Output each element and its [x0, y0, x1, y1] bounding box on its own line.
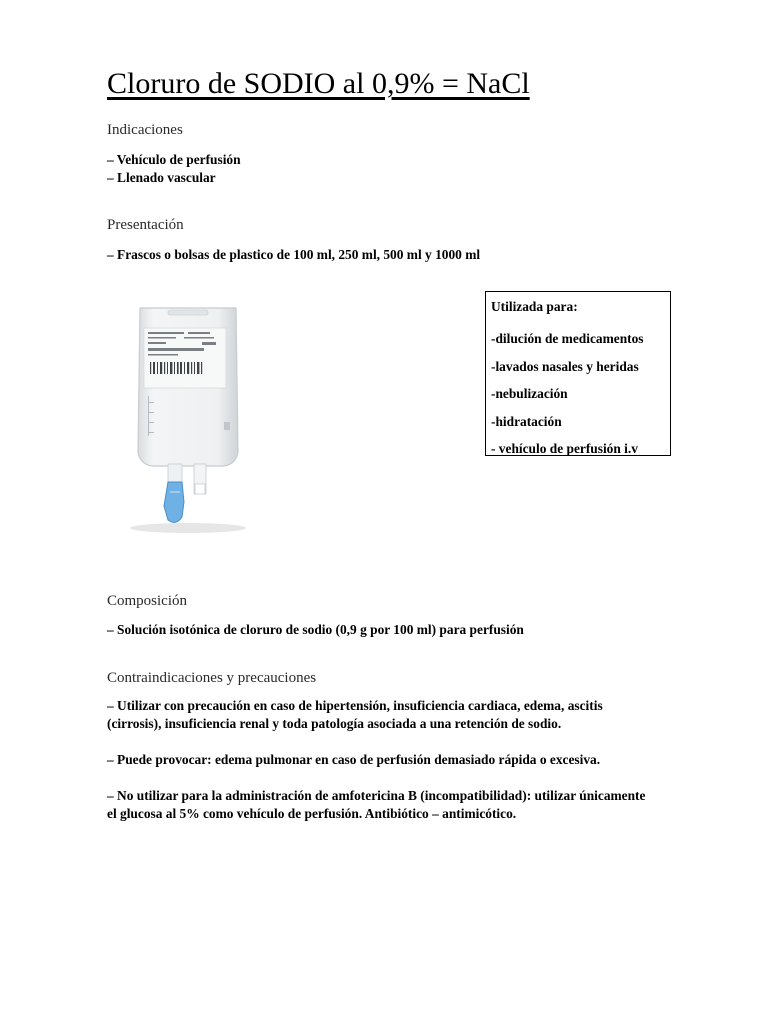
- composicion-item: – Solución isotónica de cloruro de sodio (0,9 g por 100 ml) para perfusión: [107, 622, 524, 637]
- utilizada-para-item: -hidratación: [491, 413, 562, 429]
- presentacion-item: – Frascos o bolsas de plastico de 100 ml, 250 ml, 500 ml y 1000 ml: [107, 247, 481, 262]
- indicaciones-item: – Llenado vascular: [107, 170, 216, 185]
- utilizada-para-title: Utilizada para:: [491, 299, 578, 314]
- utilizada-para-item: -lavados nasales y heridas: [491, 358, 639, 374]
- contraindicaciones-paragraph: – Utilizar con precaución en caso de hipertensión, insuficiencia cardiaca, edema, ascitis (cirrosis), insuficiencia renal y toda patología asociada a una retención de sodio.: [107, 698, 603, 731]
- contraindicaciones-paragraph: – No utilizar para la administración de amfotericina B (incompatibilidad): utilizar únicamente el glucosa al 5% como vehículo de perfusión. Antibiótico – antimicótico.: [107, 788, 646, 821]
- utilizada-para-item: - vehículo de perfusión i.v: [491, 441, 638, 456]
- iv-bag-image: [128, 302, 248, 537]
- utilizada-para-item: -nebulización: [491, 386, 568, 401]
- contraindicaciones-heading: Contraindicaciones y precauciones: [107, 670, 317, 686]
- utilizada-para-box: [485, 291, 671, 456]
- utilizada-para-item: -dilución de medicamentos: [491, 331, 644, 346]
- composicion-heading: Composición: [107, 593, 188, 609]
- presentacion-heading: Presentación: [107, 217, 184, 233]
- indicaciones-heading: Indicaciones: [107, 122, 183, 138]
- page-title: Cloruro de SODIO al 0,9% = NaCl: [107, 67, 530, 100]
- indicaciones-item: – Vehículo de perfusión: [107, 152, 241, 167]
- contraindicaciones-paragraph: – Puede provocar: edema pulmonar en caso de perfusión demasiado rápida o excesiva.: [107, 752, 601, 767]
